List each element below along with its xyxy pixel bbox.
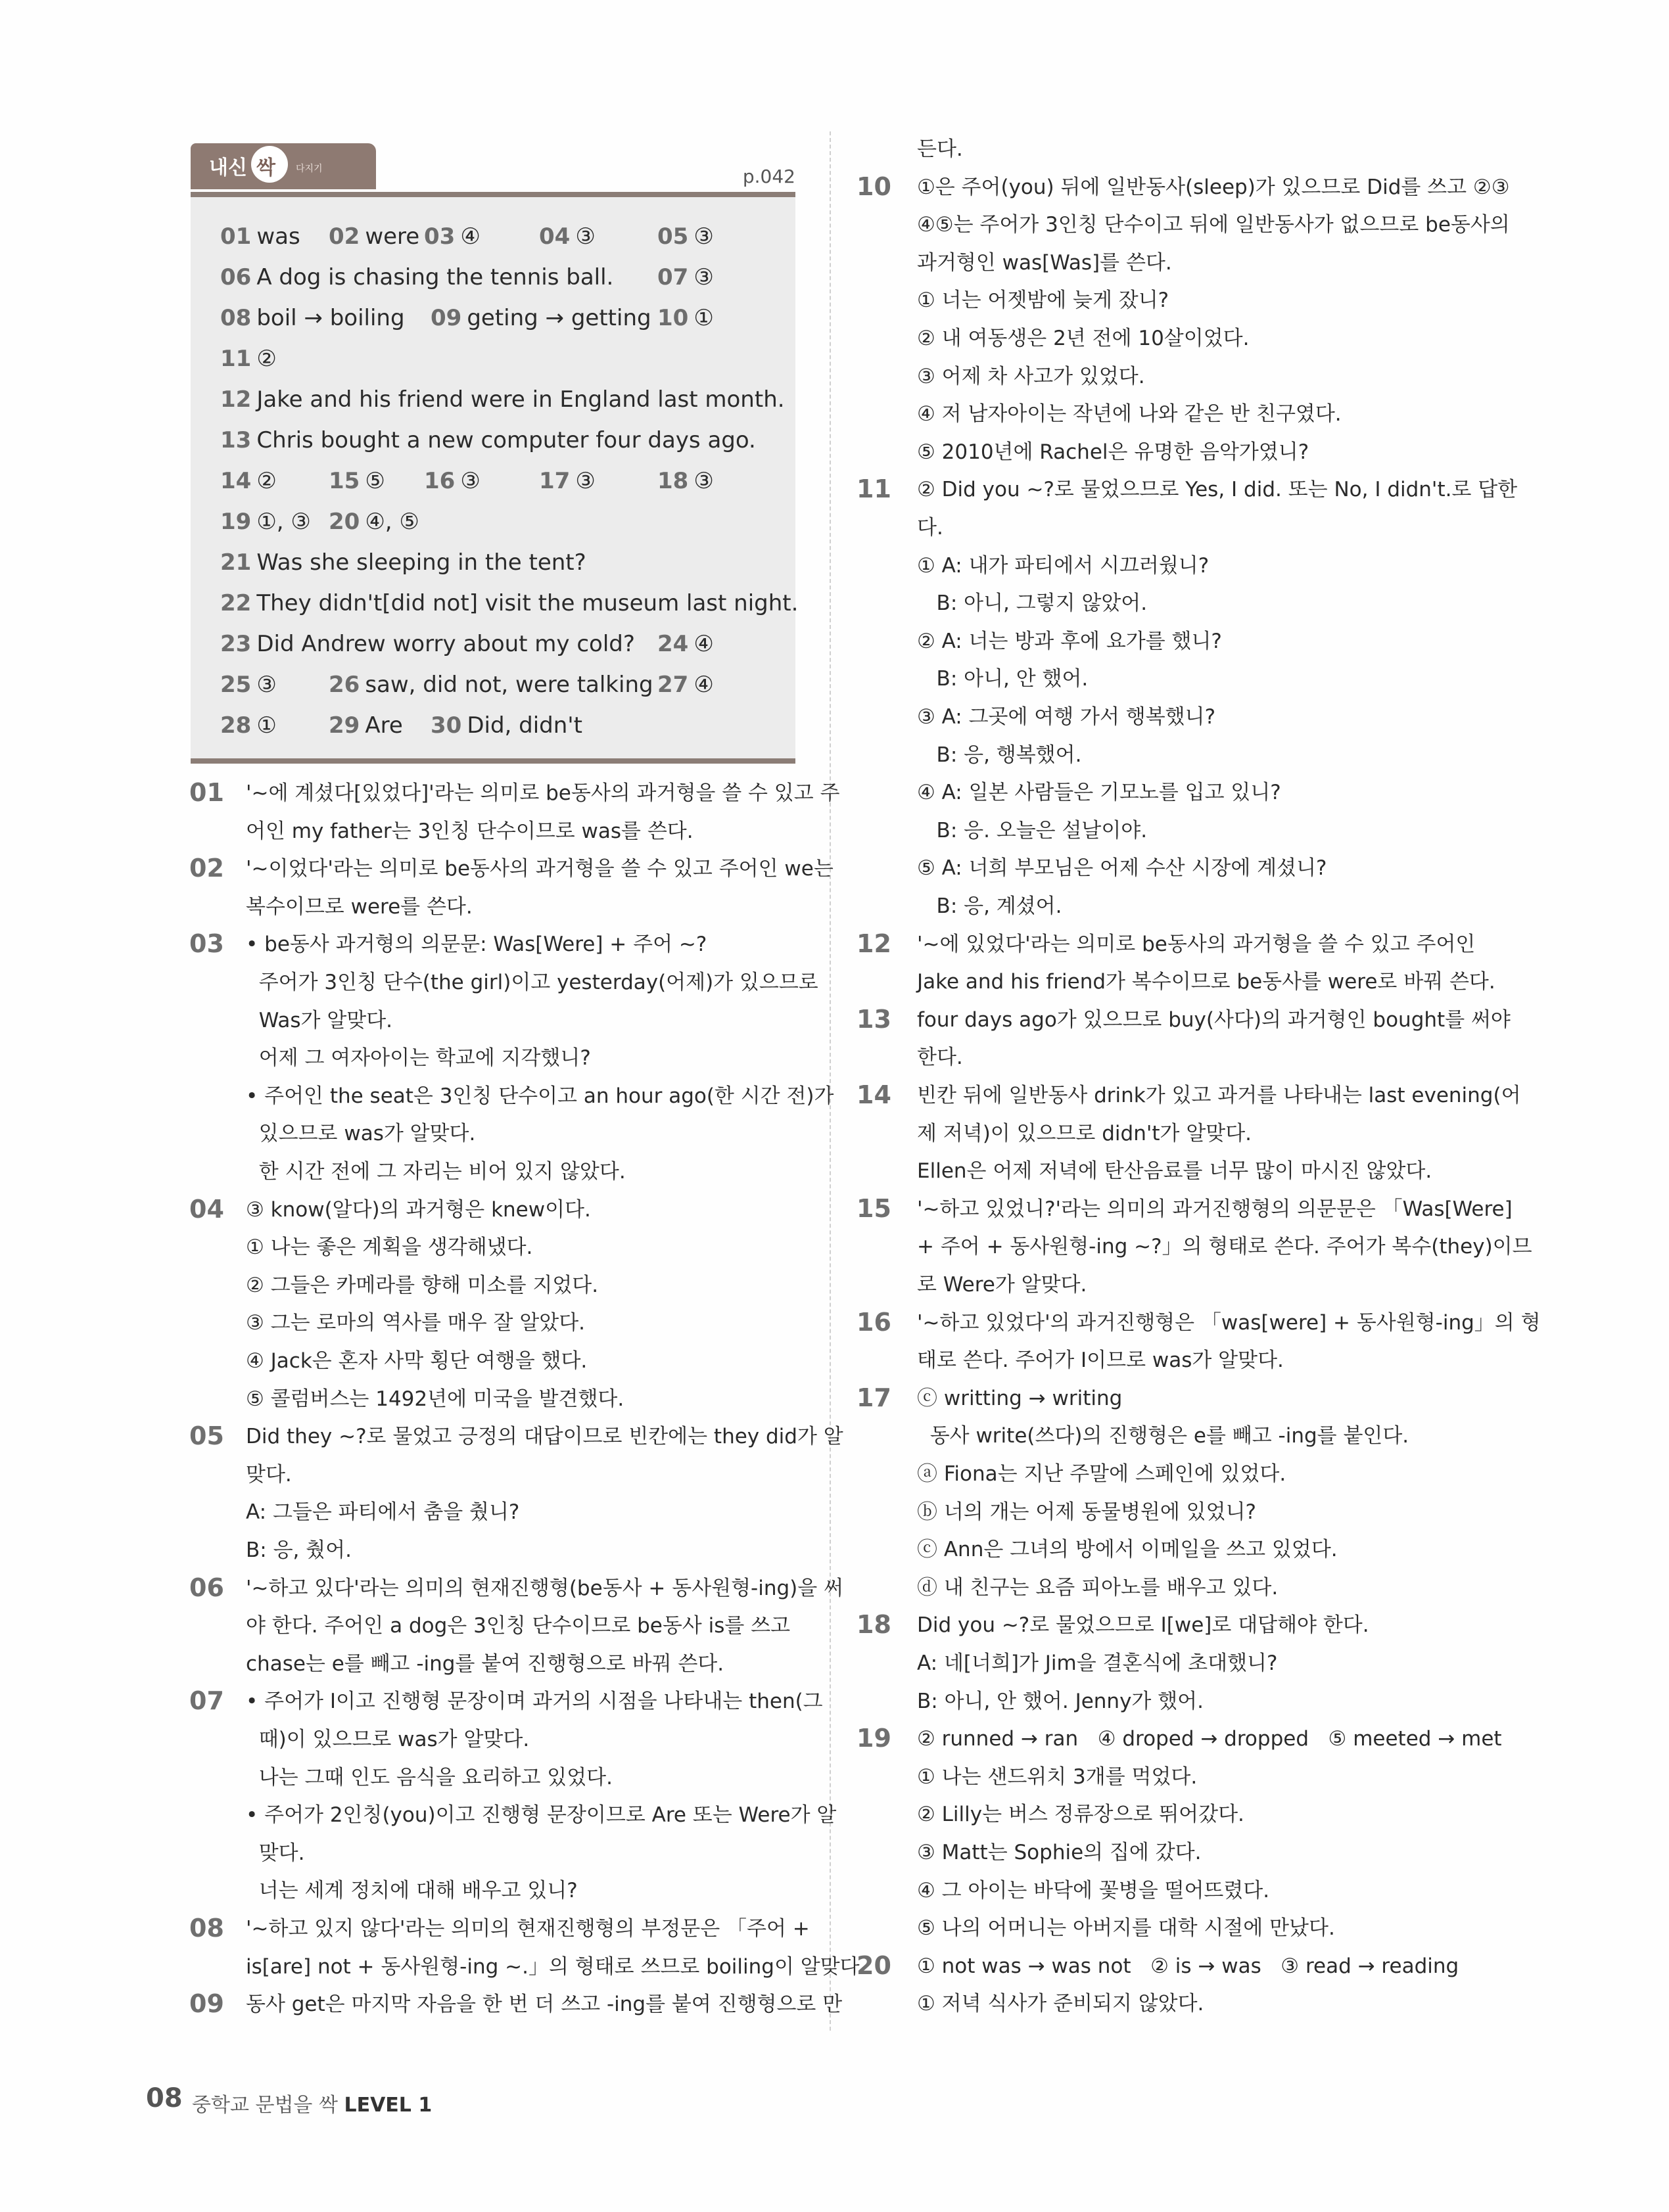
explanation-line: A: 그들은 파티에서 춤을 췄니? [246,1500,520,1525]
explanation-line: ⓓ 내 친구는 요즘 피아노를 배우고 있다. [917,1575,1279,1600]
explanation-line: ⓑ 너의 개는 어제 동물병원에 있었니? [917,1500,1256,1524]
answer-row [220,672,786,701]
answer-item [431,305,651,331]
answer-number: 06 [220,264,252,290]
answer-item [539,468,596,494]
answer-item [657,305,714,331]
explanation-line: 복수이므로 were를 쓴다. [246,894,473,919]
explanation-number: 12 [857,929,891,958]
answer-text: geting → getting [467,305,651,331]
explanation-number: 01 [189,778,224,807]
answer-text: ② [256,346,277,372]
explanation-line: ③ A: 그곳에 여행 가서 행복했니? [917,705,1216,729]
explanation-number: 20 [857,1950,891,1980]
answer-number: 22 [220,590,252,616]
explanation-line: ② 그들은 카메라를 향해 미소를 지었다. [246,1273,599,1297]
answer-number: 08 [220,305,252,331]
explanation-line: ③ Matt는 Sophie의 집에 갔다. [917,1841,1202,1864]
explanation-line: '~이었다'라는 의미로 be동사의 과거형을 쓸 수 있고 주어인 we는 [246,857,834,881]
section-tab-title: 내신 [209,156,247,179]
explanation-line: ③ 그는 로마의 역사를 매우 잘 알았다. [246,1311,586,1335]
answer-text: Did, didn't [467,712,582,739]
explanation-line: '~하고 있었다'의 과거진행형은 「was[were] + 동사원형-ing」의 형 [917,1310,1541,1335]
answer-number: 28 [220,712,252,739]
answer-text: ④ [693,672,714,698]
explanation-line: 맞다. [246,1462,292,1486]
explanation-line: Did they ~?로 물었고 긍정의 대답이므로 빈칸에는 they did가 알 [246,1425,843,1449]
answer-number: 30 [431,712,462,739]
explanation-line: 때)이 있으므로 was가 알맞다. [246,1728,530,1751]
answer-number: 12 [220,386,252,413]
answer-number: 07 [657,264,689,290]
explanation-number: 03 [189,929,224,959]
answer-number: 10 [657,305,689,331]
answer-item [431,712,582,739]
answer-text: ③ [575,223,596,250]
explanation-line: 동사 write(쓰다)의 진행형은 e를 빼고 -ing를 붙인다. [917,1424,1409,1448]
explanation-number: 15 [857,1193,891,1223]
explanation-line: ⓐ Fiona는 지난 주말에 스페인에 있었다. [917,1462,1286,1486]
answer-item [657,631,714,657]
answer-text: Are [365,712,403,739]
answer-text: Did Andrew worry about my cold? [256,631,635,657]
answer-number: 14 [220,468,252,494]
answer-text: ④ [693,631,714,657]
explanation-line: '~하고 있다'라는 의미의 현재진행형(be동사 + 동사원형-ing)을 써 [246,1576,843,1600]
section-tab-circle-text: 싹 [256,156,275,179]
page-reference: p.042 [742,166,795,187]
explanation-line: ① 저녁 식사가 준비되지 않았다. [917,1992,1204,2016]
explanation-number: 09 [189,1989,224,2019]
explanation-line: ③ know(알다)의 과거형은 knew이다. [246,1197,591,1222]
answer-item [329,509,419,535]
answer-item [657,672,714,698]
answer-row [220,549,786,578]
explanation-line: 든다. [917,137,963,161]
book-level: LEVEL 1 [344,2094,433,2117]
answer-item [220,712,277,739]
answer-row [220,427,786,456]
explanation-line: • 주어인 the seat은 3인칭 단수이고 an hour ago(한 시간 전)가 [246,1084,834,1108]
explanation-line: + 주어 + 동사원형-ing ~?」의 형태로 쓴다. 주어가 복수(they)이므 [917,1235,1532,1259]
book-title [192,2088,432,2117]
answer-item [220,590,798,616]
answer-text: ④, ⑤ [365,509,419,535]
explanation-line: ④ 그 아이는 바닥에 꽃병을 떨어뜨렸다. [917,1878,1270,1902]
answer-item [220,631,635,657]
explanation-line: B: 아니, 그렇지 않았어. [917,591,1148,616]
answer-text: Jake and his friend were in England last month. [256,386,785,413]
explanation-line: ① not was → was not ② is → was ③ read → reading [917,1954,1459,1978]
answer-row [220,468,786,497]
answer-item [539,223,596,250]
explanation-number: 06 [189,1573,224,1602]
explanation-line: 태로 쓴다. 주어가 I이므로 was가 알맞다. [917,1348,1284,1373]
explanation-line: ② A: 너는 방과 후에 요가를 했니? [917,629,1222,653]
explanation-line: 빈칸 뒤에 일반동사 drink가 있고 과거를 나타내는 last evening(어 [917,1084,1521,1107]
answer-number: 03 [424,223,456,250]
answer-item [220,386,785,413]
answer-item [220,509,311,535]
explanation-number: 16 [857,1307,891,1337]
explanation-line: ①은 주어(you) 뒤에 일반동사(sleep)가 있으므로 Did를 쓰고 ②③ [917,175,1510,199]
answer-item [424,468,481,494]
explanation-line: 야 한다. 주어인 a dog은 3인칭 단수이므로 be동사 is를 쓰고 [246,1614,791,1638]
answer-text: saw, did not, were talking [365,672,653,698]
answer-item [657,223,714,250]
explanation-line: ② Did you ~?로 물었으므로 Yes, I did. 또는 No, I didn't.로 답한 [917,478,1518,502]
explanation-line: ② Lilly는 버스 정류장으로 뛰어갔다. [917,1803,1244,1827]
answer-item [220,468,277,494]
explanation-number: 11 [857,474,891,504]
answer-row [220,305,786,334]
explanation-line: 한다. [917,1046,963,1070]
book-title-text: 중학교 문법을 싹 [192,2094,338,2117]
explanation-line: ② 내 여동생은 2년 전에 10살이었다. [917,327,1250,350]
explanation-line: ② runned → ran ④ droped → dropped ⑤ meeted → met [917,1727,1502,1751]
answer-item [657,468,714,494]
answer-row [220,631,786,660]
explanation-line: 어제 그 여자아이는 학교에 지각했니? [246,1046,591,1071]
answer-row [220,509,786,538]
explanation-number: 04 [189,1194,224,1224]
answer-number: 16 [424,468,456,494]
answer-number: 01 [220,223,252,250]
answer-number: 02 [329,223,360,250]
answer-text: ④ [460,223,481,250]
answer-number: 25 [220,672,252,698]
answer-box-top-rule [191,192,795,197]
answer-item [220,346,277,372]
explanation-number: 02 [189,854,224,883]
explanation-line: chase는 e를 빼고 -ing를 붙여 진행형으로 바꿔 쓴다. [246,1651,724,1676]
explanation-line: 동사 get은 마지막 자음을 한 번 더 쓰고 -ing를 붙여 진행형으로 만 [246,1993,843,2017]
explanation-line: B: 응, 행복했어. [917,743,1082,767]
answer-text: ③ [693,468,714,494]
explanation-line: is[are] not + 동사원형-ing ~.」의 형태로 쓰므로 boiling이 알맞다. [246,1954,866,1979]
answer-text: were [365,223,420,250]
explanation-line: ⑤ 나의 어머니는 아버지를 대학 시절에 만났다. [917,1916,1335,1941]
explanation-line: ⓒ Ann은 그녀의 방에서 이메일을 쓰고 있었다. [917,1538,1338,1562]
explanation-line: ① 너는 어젯밤에 늦게 잤니? [917,288,1169,313]
answer-number: 24 [657,631,689,657]
explanation-line: Did you ~?로 물었으므로 I[we]로 대답해야 한다. [917,1613,1369,1638]
explanation-line: Was가 알맞다. [246,1008,393,1032]
answer-box [191,197,799,758]
page-number: 08 [146,2083,183,2113]
answer-number: 15 [329,468,360,494]
explanation-line: 맞다. [246,1841,305,1865]
answer-box-header [191,143,795,192]
explanation-line: 과거형인 was[Was]를 쓴다. [917,250,1172,275]
answer-item [220,264,613,290]
explanation-line: B: 응, 계셨어. [917,894,1062,918]
explanation-line: ④⑤는 주어가 3인칭 단수이고 뒤에 일반동사가 없으므로 be동사의 [917,213,1510,237]
explanation-line: '~하고 있지 않다'라는 의미의 현재진행형의 부정문은 「주어 + [246,1917,810,1941]
answer-text: Chris bought a new computer four days ago. [256,427,756,453]
explanation-line: ⑤ 콜럼버스는 1492년에 미국을 발견했다. [246,1387,624,1411]
explanation-line: ⑤ A: 너희 부모님은 어제 수산 시장에 계셨니? [917,856,1327,881]
explanation-line: • be동사 과거형의 의문문: Was[Were] + 주어 ~? [246,933,707,957]
explanation-line: 주어가 3인칭 단수(the girl)이고 yesterday(어제)가 있으므로 [246,971,818,994]
explanation-line: • 주어가 2인칭(you)이고 진행형 문장이므로 Are 또는 Were가 알 [246,1803,837,1828]
answer-number: 09 [431,305,462,331]
explanation-line: '~하고 있었니?'라는 의미의 과거진행형의 의문문은 「Was[Were] [917,1197,1513,1221]
explanation-line: ④ 저 남자아이는 작년에 나와 같은 반 친구였다. [917,402,1342,426]
answer-text: ③ [693,264,714,290]
explanation-number: 18 [857,1610,891,1640]
answer-row [220,264,786,293]
explanation-line: ① A: 내가 파티에서 시끄러웠니? [917,553,1210,578]
answer-text: ①, ③ [256,509,311,535]
explanation-line: B: 응, 췄어. [246,1538,352,1562]
answer-text: ③ [693,223,714,250]
answer-item [329,468,385,494]
explanation-line: 다. [917,516,943,540]
explanation-line: • 주어가 I이고 진행형 문장이며 과거의 시점을 나타내는 then(그 [246,1690,823,1714]
explanation-number: 05 [189,1421,224,1451]
explanation-line: 너는 세계 정치에 대해 배우고 있니? [246,1879,578,1903]
explanation-number: 07 [189,1686,224,1716]
answer-number: 05 [657,223,689,250]
explanation-line: A: 네[너희]가 Jim을 결혼식에 초대했니? [917,1651,1278,1675]
explanation-line: 로 Were가 알맞다. [917,1273,1087,1297]
answer-number: 27 [657,672,689,698]
explanation-line: four days ago가 있으므로 buy(사다)의 과거형인 bought를 써야 [917,1007,1511,1032]
explanation-number: 13 [857,1004,891,1034]
explanation-line: ① 나는 샌드위치 3개를 먹었다. [917,1764,1198,1789]
explanation-line: 나는 그때 인도 음식을 요리하고 있었다. [246,1765,613,1789]
explanation-line: ③ 어제 차 사고가 있었다. [917,364,1145,388]
answer-text: ① [256,712,277,739]
answer-item [329,223,419,250]
explanation-line: ⑤ 2010년에 Rachel은 유명한 음악가였니? [917,440,1309,464]
answer-item [220,427,756,453]
answer-item [220,305,405,331]
answer-number: 21 [220,549,252,576]
answer-text: They didn't[did not] visit the museum last night. [256,590,799,616]
answer-text: ③ [256,672,277,698]
answer-row [220,223,786,252]
answer-text: boil → boiling [256,305,405,331]
explanation-line: '~에 있었다'라는 의미로 be동사의 과거형을 쓸 수 있고 주어인 [917,932,1476,956]
answer-item [220,223,300,250]
answer-item [220,672,277,698]
answer-text: ② [256,468,277,494]
explanation-line: ④ A: 일본 사람들은 기모노를 입고 있니? [917,781,1281,805]
answer-text: Was she sleeping in the tent? [256,549,586,576]
explanation-number: 08 [189,1914,224,1943]
explanation-number: 19 [857,1724,891,1753]
answer-number: 29 [329,712,360,739]
explanation-number: 10 [857,172,891,201]
explanation-line: B: 아니, 안 했어. Jenny가 했어. [917,1689,1204,1713]
answer-text: A dog is chasing the tennis ball. [256,264,614,290]
answer-box-bottom-rule [191,758,795,764]
explanation-line: '~에 계셨다[있었다]'라는 의미로 be동사의 과거형을 쓸 수 있고 주 [246,781,840,805]
explanation-line: ① 나는 좋은 계획을 생각해냈다. [246,1235,533,1260]
explanation-line: 어인 my father는 3인칭 단수이므로 was를 쓴다. [246,819,693,843]
answer-number: 11 [220,346,252,372]
answer-number: 13 [220,427,252,453]
answer-text: ① [693,305,714,331]
explanation-line: Ellen은 어제 저녁에 탄산음료를 너무 많이 마시진 않았다. [917,1159,1432,1184]
answer-number: 26 [329,672,360,698]
answer-row [220,386,786,415]
answer-text: ③ [575,468,596,494]
explanation-line: 있으므로 was가 알맞다. [246,1122,476,1146]
answer-number: 19 [220,509,252,535]
explanation-line: ④ Jack은 혼자 사막 횡단 여행을 했다. [246,1349,588,1373]
explanation-number: 14 [857,1080,891,1109]
explanation-line: B: 아니, 안 했어. [917,667,1089,691]
answer-item [657,264,714,290]
answer-number: 04 [539,223,571,250]
section-tab-subtitle: 다지기 [296,164,323,174]
answer-row [220,590,799,619]
explanation-number: 17 [857,1383,891,1412]
answer-number: 23 [220,631,252,657]
explanation-line: ⓒ writting → writing [917,1386,1123,1410]
answer-number: 17 [539,468,571,494]
answer-text: was [256,223,300,250]
explanation-line: Jake and his friend가 복수이므로 be동사를 were로 바꿔 쓴다. [917,970,1495,994]
explanation-line: B: 응. 오늘은 설날이야. [917,818,1148,842]
answer-item [329,712,403,739]
answer-row [220,712,786,741]
answer-number: 18 [657,468,689,494]
answer-row [220,346,786,375]
answer-text: ⑤ [365,468,385,494]
answer-item [424,223,481,250]
answer-text: ③ [460,468,481,494]
explanation-line: 제 저녁)이 있으므로 didn't가 알맞다. [917,1121,1252,1145]
answer-item [329,672,653,698]
explanation-line: 한 시간 전에 그 자리는 비어 있지 않았다. [246,1160,626,1184]
answer-number: 20 [329,509,360,535]
answer-item [220,549,586,576]
